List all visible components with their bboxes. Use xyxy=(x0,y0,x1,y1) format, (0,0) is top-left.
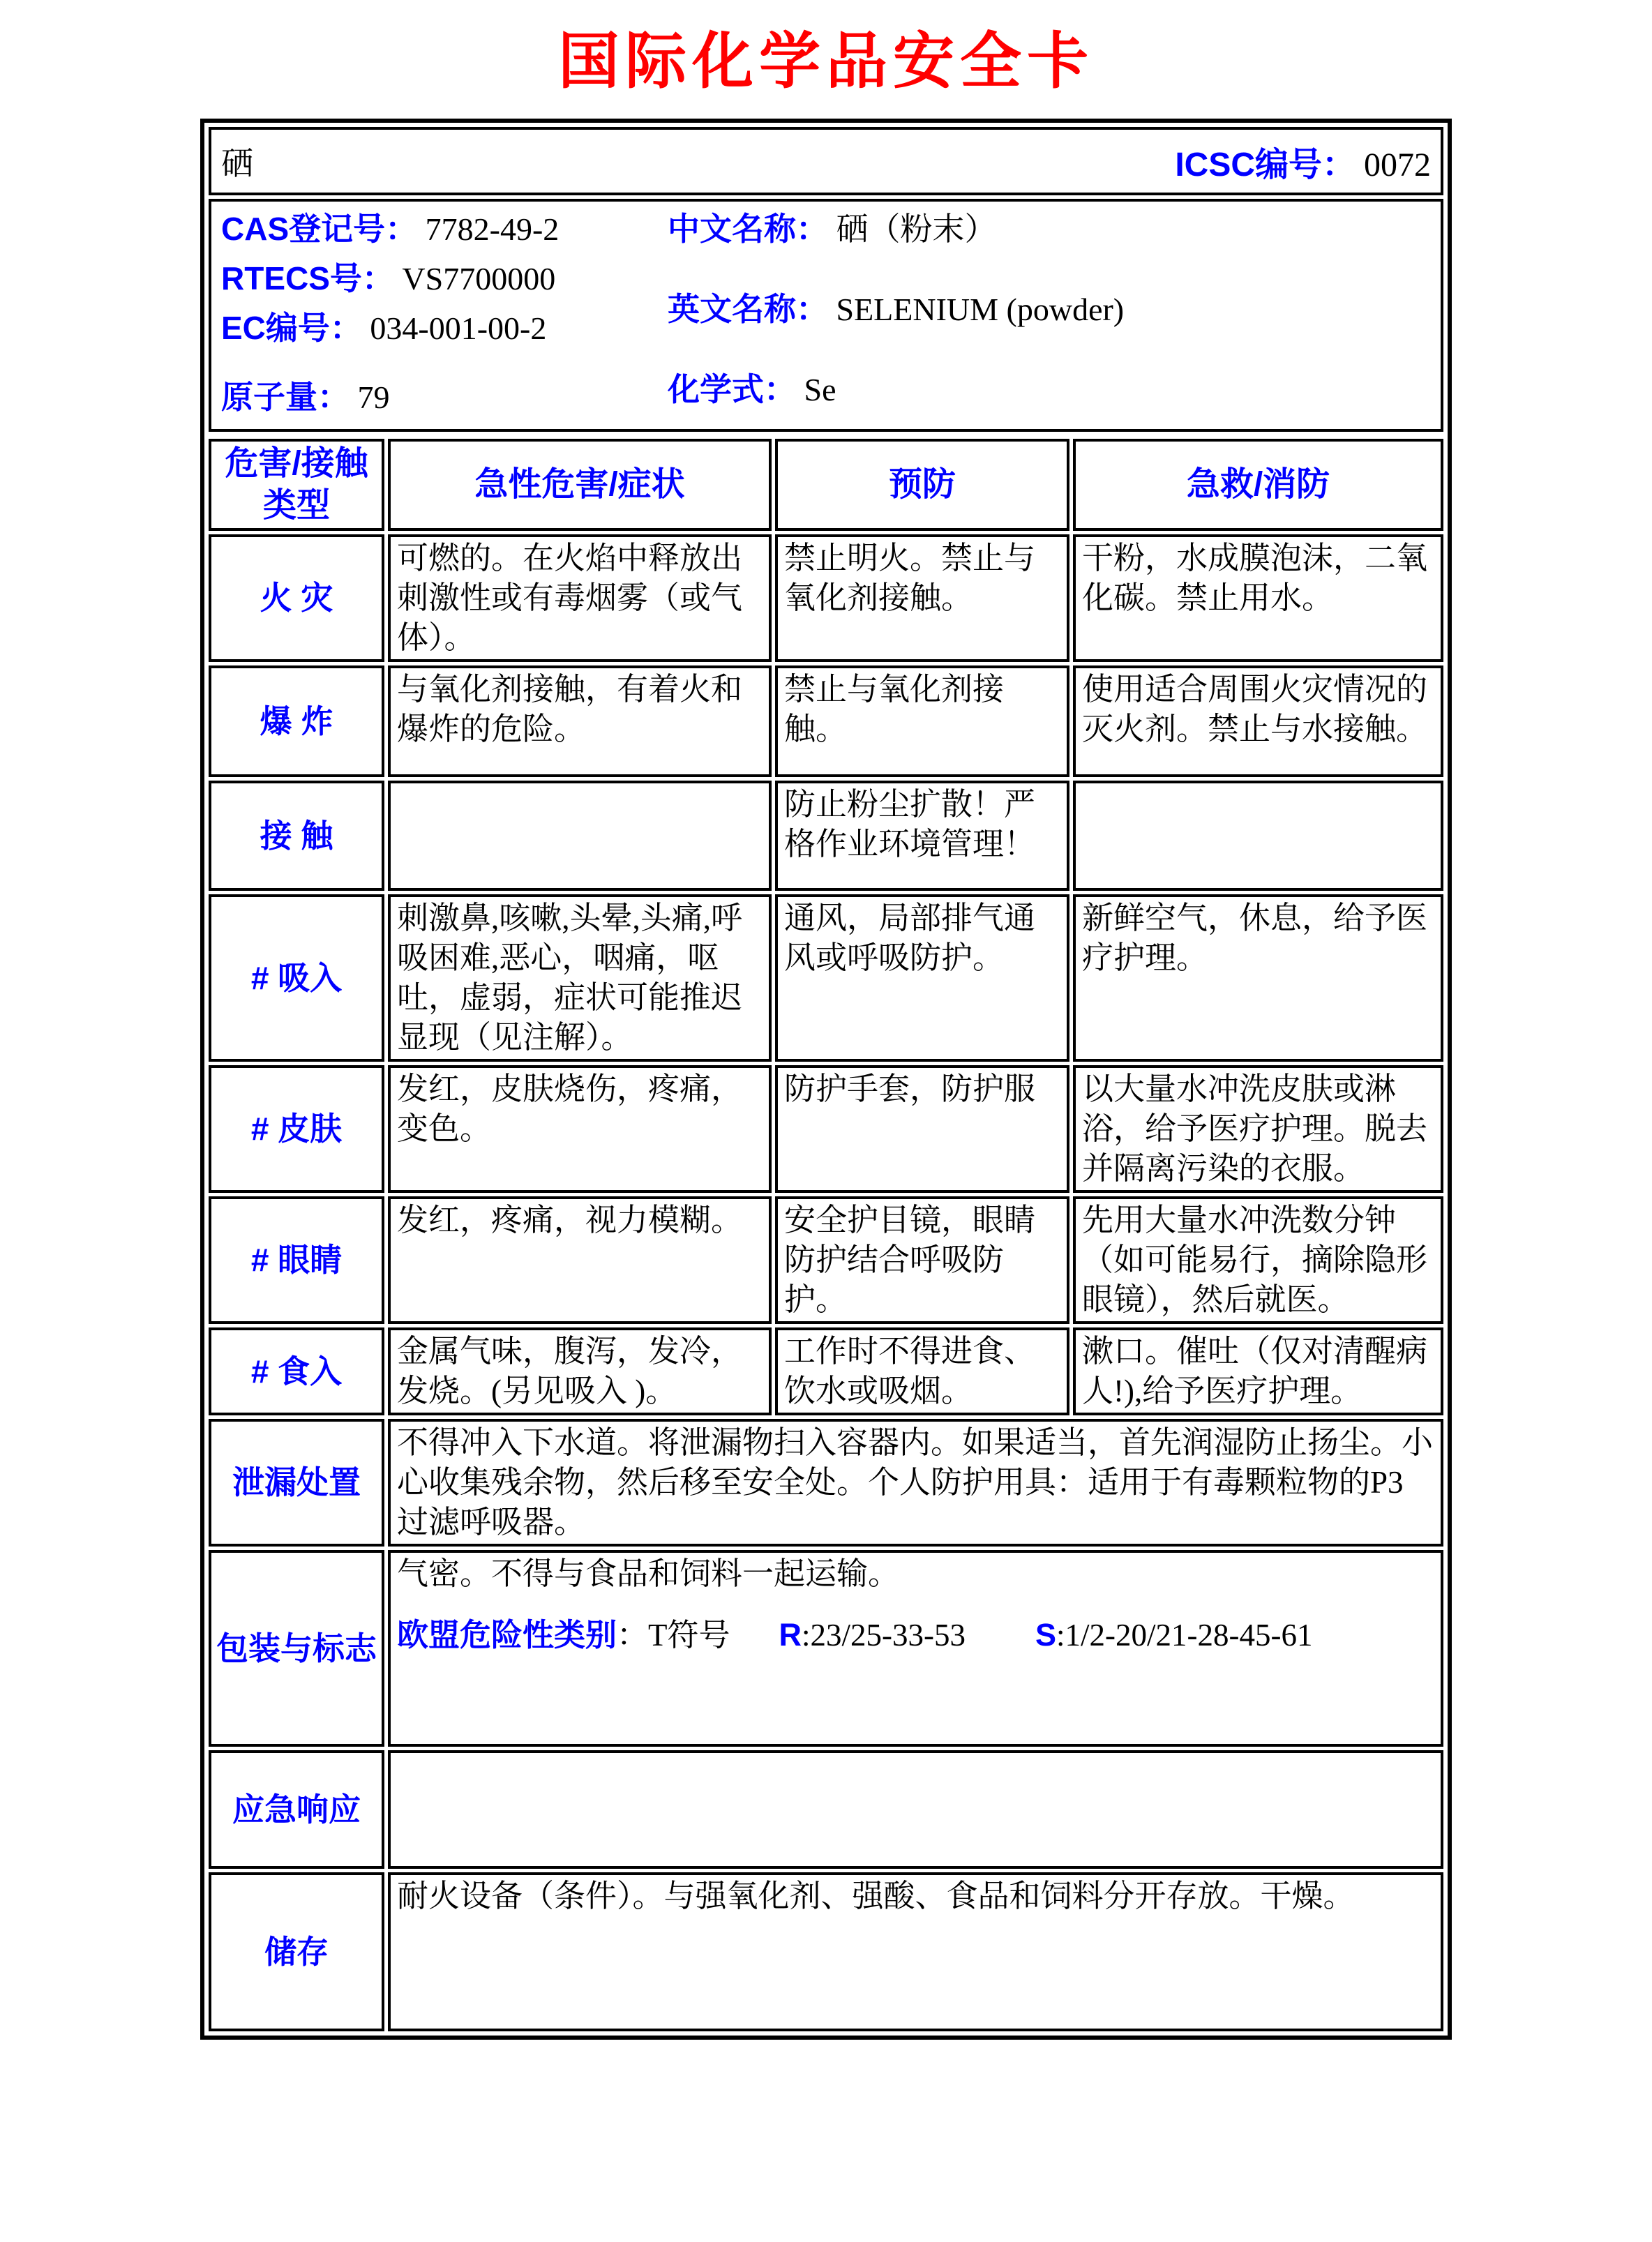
row-ingestion xyxy=(209,1327,1443,1415)
skin-label: # 皮肤 xyxy=(209,1065,384,1193)
row-packaging-labelling xyxy=(209,1550,1443,1747)
hazard-table-header-row xyxy=(209,439,1443,531)
eu-colon: ： xyxy=(617,1618,649,1653)
eu-t-symbol: T符号 xyxy=(648,1618,730,1653)
contact-prevention-cell: 防止粉尘扩散！严格作业环境管理！ xyxy=(775,781,1069,891)
skin-prevention-cell: 防护手套，防护服 xyxy=(775,1065,1069,1193)
row-explosion xyxy=(209,665,1443,777)
atomic-mass-value: 79 xyxy=(357,379,390,415)
row-fire xyxy=(209,534,1443,662)
fire-symptoms-cell: 可燃的。在火焰中释放出刺激性或有毒烟雾（或气体）。 xyxy=(388,534,772,662)
row-eyes xyxy=(209,1196,1443,1324)
inhalation-label: # 吸入 xyxy=(209,894,384,1062)
contact-label: 接 触 xyxy=(209,781,384,891)
skin-symptoms-cell: 发红，皮肤烧伤，疼痛，变色。 xyxy=(388,1065,772,1193)
ingestion-label: # 食入 xyxy=(209,1327,384,1415)
header-first-aid: 急救/消防 xyxy=(1073,439,1443,531)
contact-response-cell xyxy=(1073,781,1443,891)
substance-name: 硒 xyxy=(221,146,253,181)
emergency-text-cell xyxy=(388,1750,1443,1869)
header-hazard-type xyxy=(209,439,384,531)
atomic-mass-line xyxy=(221,377,668,418)
row-skin xyxy=(209,1065,1443,1193)
formula-line xyxy=(668,369,1441,410)
fire-label: 火 灾 xyxy=(209,534,384,662)
eu-r-label: R xyxy=(779,1617,802,1653)
explosion-prevention-cell: 禁止与氧化剂接触。 xyxy=(775,665,1069,777)
icsc-label: ICSC编号： xyxy=(1175,146,1356,183)
rtecs-number-line xyxy=(221,258,668,299)
rtecs-value: VS7700000 xyxy=(402,261,556,296)
skin-response-cell: 以大量水冲洗皮肤或淋浴，给予医疗护理。脱去并隔离污染的衣服。 xyxy=(1073,1065,1443,1193)
page-title: 国际化学品安全卡 xyxy=(557,29,1094,96)
explosion-label: 爆 炸 xyxy=(209,665,384,777)
spill-text-cell: 不得冲入下水道。将泄漏物扫入容器内。如果适当，首先润湿防止扬尘。小心收集残余物，然后移至安全处。个人防护用具：适用于有毒颗粒物的P3过滤呼吸器。 xyxy=(388,1419,1443,1547)
english-name-value: SELENIUM (powder) xyxy=(836,292,1125,327)
emergency-label: 应急响应 xyxy=(209,1750,384,1869)
packaging-label: 包装与标志 xyxy=(209,1550,384,1747)
row-emergency-response xyxy=(209,1750,1443,1869)
header-hazard-type-line1: 危害/接触 xyxy=(225,445,368,482)
ec-label: EC编号： xyxy=(221,310,362,346)
explosion-symptoms-cell: 与氧化剂接触，有着火和爆炸的危险。 xyxy=(388,665,772,777)
contact-symptoms-cell xyxy=(388,781,772,891)
eu-s-label: S xyxy=(1035,1617,1057,1653)
eu-classification-label: 欧盟危险性类别 xyxy=(397,1617,617,1653)
identifiers-section xyxy=(209,199,1443,432)
eu-r-value: :23/25-33-53 xyxy=(802,1618,966,1653)
english-name-line xyxy=(668,289,1441,330)
eyes-label: # 眼睛 xyxy=(209,1196,384,1324)
packaging-text-cell xyxy=(388,1550,1443,1747)
chinese-name-line xyxy=(668,209,1441,250)
icsc-number: 0072 xyxy=(1364,146,1431,183)
explosion-response-cell: 使用适合周围火灾情况的灭火剂。禁止与水接触。 xyxy=(1073,665,1443,777)
row-spill-disposal xyxy=(209,1419,1443,1547)
eyes-symptoms-cell: 发红，疼痛，视力模糊。 xyxy=(388,1196,772,1324)
header-hazard-type-line2: 类型 xyxy=(262,487,330,524)
english-name-label: 英文名称： xyxy=(668,291,828,327)
card-header-row xyxy=(209,127,1443,195)
ingestion-response-cell: 漱口。催吐（仅对清醒病人!),给予医疗护理。 xyxy=(1073,1327,1443,1415)
packaging-line1: 气密。不得与食品和饲料一起运输。 xyxy=(397,1556,900,1591)
header-acute-hazards: 急性危害/症状 xyxy=(388,439,772,531)
ec-number-line xyxy=(221,308,668,349)
inhalation-symptoms-cell: 刺激鼻,咳嗽,头晕,头痛,呼吸困难,恶心，咽痛，呕吐，虚弱，症状可能推迟显现（见注解）。 xyxy=(388,894,772,1062)
inhalation-response-cell: 新鲜空气，休息，给予医疗护理。 xyxy=(1073,894,1443,1062)
eu-s-value: :1/2-20/21-28-45-61 xyxy=(1056,1618,1313,1653)
hazard-table xyxy=(205,435,1447,2035)
row-inhalation xyxy=(209,894,1443,1062)
row-storage xyxy=(209,1872,1443,2031)
ingestion-prevention-cell: 工作时不得进食、饮水或吸烟。 xyxy=(775,1327,1069,1415)
spill-label: 泄漏处置 xyxy=(209,1419,384,1547)
ec-value: 034-001-00-2 xyxy=(370,310,547,346)
chinese-name-value: 硒（粉末） xyxy=(836,211,997,247)
chinese-name-label: 中文名称： xyxy=(668,211,828,247)
atomic-mass-label: 原子量： xyxy=(221,379,350,415)
cas-label: CAS登记号： xyxy=(221,211,418,247)
ingestion-symptoms-cell: 金属气味，腹泻，发冷，发烧。(另见吸入 )。 xyxy=(388,1327,772,1415)
safety-card xyxy=(200,119,1452,2040)
storage-label: 储存 xyxy=(209,1872,384,2031)
inhalation-prevention-cell: 通风，局部排气通风或呼吸防护。 xyxy=(775,894,1069,1062)
eyes-response-cell: 先用大量水冲洗数分钟（如可能易行，摘除隐形眼镜），然后就医。 xyxy=(1073,1196,1443,1324)
icsc-number-group xyxy=(1175,137,1431,186)
fire-response-cell: 干粉，水成膜泡沫，二氧化碳。禁止用水。 xyxy=(1073,534,1443,662)
cas-number-line xyxy=(221,209,668,250)
formula-value: Se xyxy=(804,372,836,407)
eyes-prevention-cell: 安全护目镜，眼睛防护结合呼吸防护。 xyxy=(775,1196,1069,1324)
identifiers-left-column xyxy=(221,209,668,418)
storage-text-cell: 耐火设备（条件）。与强氧化剂、强酸、食品和饲料分开存放。干燥。 xyxy=(388,1872,1443,2031)
header-prevention: 预防 xyxy=(775,439,1069,531)
formula-label: 化学式： xyxy=(668,371,796,407)
rtecs-label: RTECS号： xyxy=(221,260,394,296)
cas-value: 7782-49-2 xyxy=(425,211,560,247)
row-contact xyxy=(209,781,1443,891)
fire-prevention-cell: 禁止明火。禁止与氧化剂接触。 xyxy=(775,534,1069,662)
eu-classification-line xyxy=(397,1615,1434,1655)
identifiers-right-column xyxy=(668,209,1441,418)
